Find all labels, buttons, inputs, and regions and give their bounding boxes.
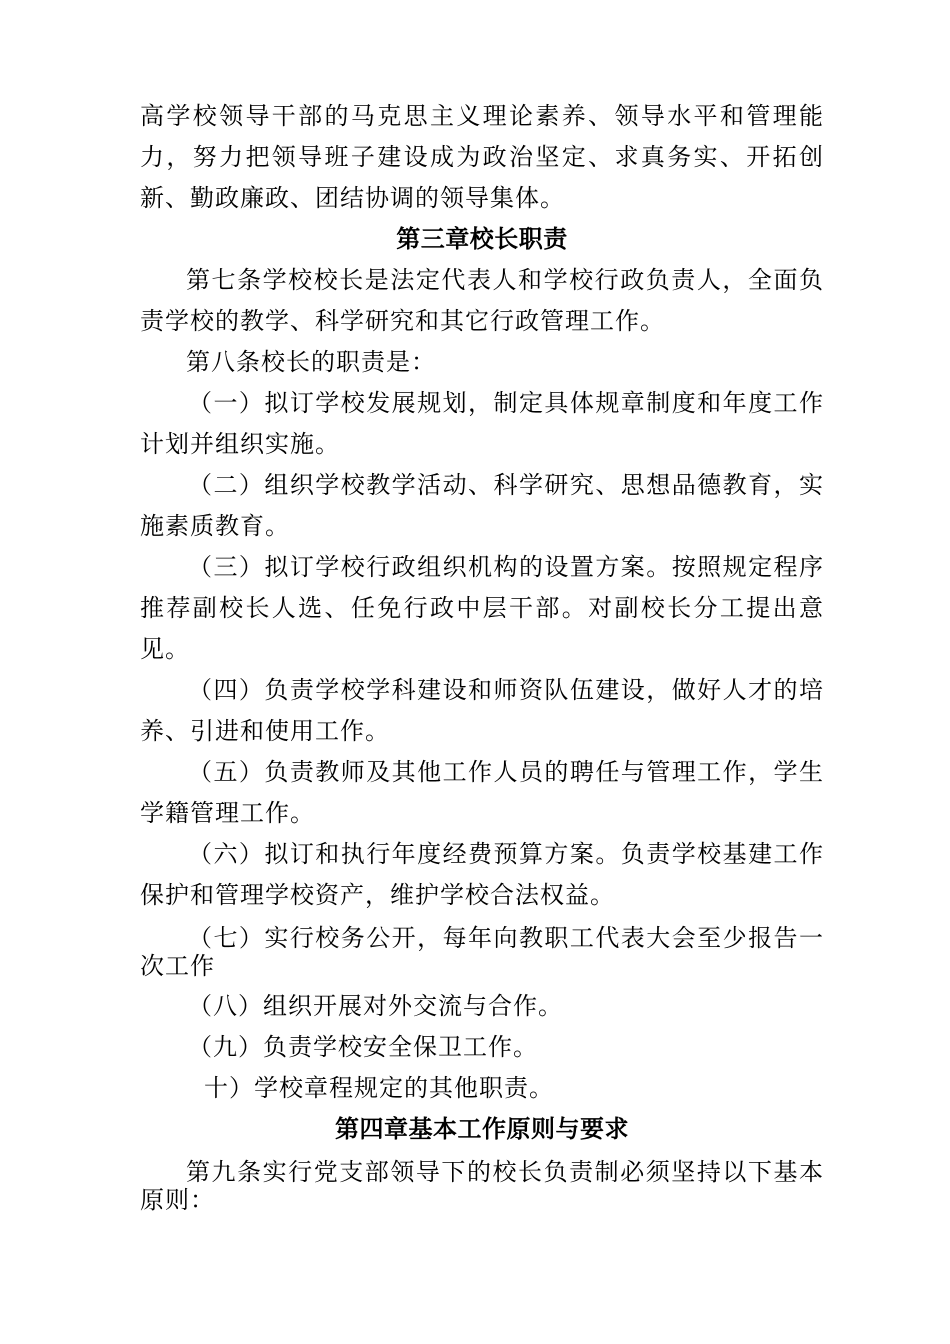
duty-item-7: （七）实行校务公开，每年向教职工代表大会至少报告一次工作	[140, 924, 824, 980]
duty-item-9: （九）负责学校安全保卫工作。	[188, 1033, 538, 1061]
article-7: 第七条学校校长是法定代表人和学校行政负责人，全面负责学校的教学、科学研究和其它行政管理工作。	[140, 266, 824, 335]
duty-item-10: 十）学校章程规定的其他职责。	[204, 1074, 554, 1102]
duty-item-5: （五）负责教师及其他工作人员的聘任与管理工作，学生学籍管理工作。	[140, 758, 824, 827]
document-page	[140, 96, 824, 1220]
duty-item-4: （四）负责学校学科建设和师资队伍建设，做好人才的培养、引进和使用工作。	[140, 676, 824, 745]
chapter-4-heading: 第四章基本工作原则与要求	[335, 1115, 629, 1143]
paragraph-leadership-continuation: 高学校领导干部的马克思主义理论素养、领导水平和管理能力，努力把领导班子建设成为政治坚定、求真务实、开拓创新、勤政廉政、团结协调的领导集体。	[140, 102, 824, 212]
duty-item-3: （三）拟订学校行政组织机构的设置方案。按照规定程序推荐副校长人选、任免行政中层干部。对副校长分工提出意见。	[140, 553, 824, 663]
duty-item-2: （二）组织学校教学活动、科学研究、思想品德教育，实施素质教育。	[140, 471, 824, 540]
article-9: 第九条实行党支部领导下的校长负责制必须坚持以下基本原则：	[140, 1158, 824, 1214]
article-8: 第八条校长的职责是：	[186, 348, 436, 376]
chapter-3-heading: 第三章校长职责	[396, 225, 568, 253]
duty-item-8: （八）组织开展对外交流与合作。	[188, 992, 563, 1020]
duty-item-6: （六）拟订和执行年度经费预算方案。负责学校基建工作保护和管理学校资产，维护学校合法权益。	[140, 840, 824, 909]
duty-item-1: （一）拟订学校发展规划，制定具体规章制度和年度工作计划并组织实施。	[140, 389, 824, 458]
